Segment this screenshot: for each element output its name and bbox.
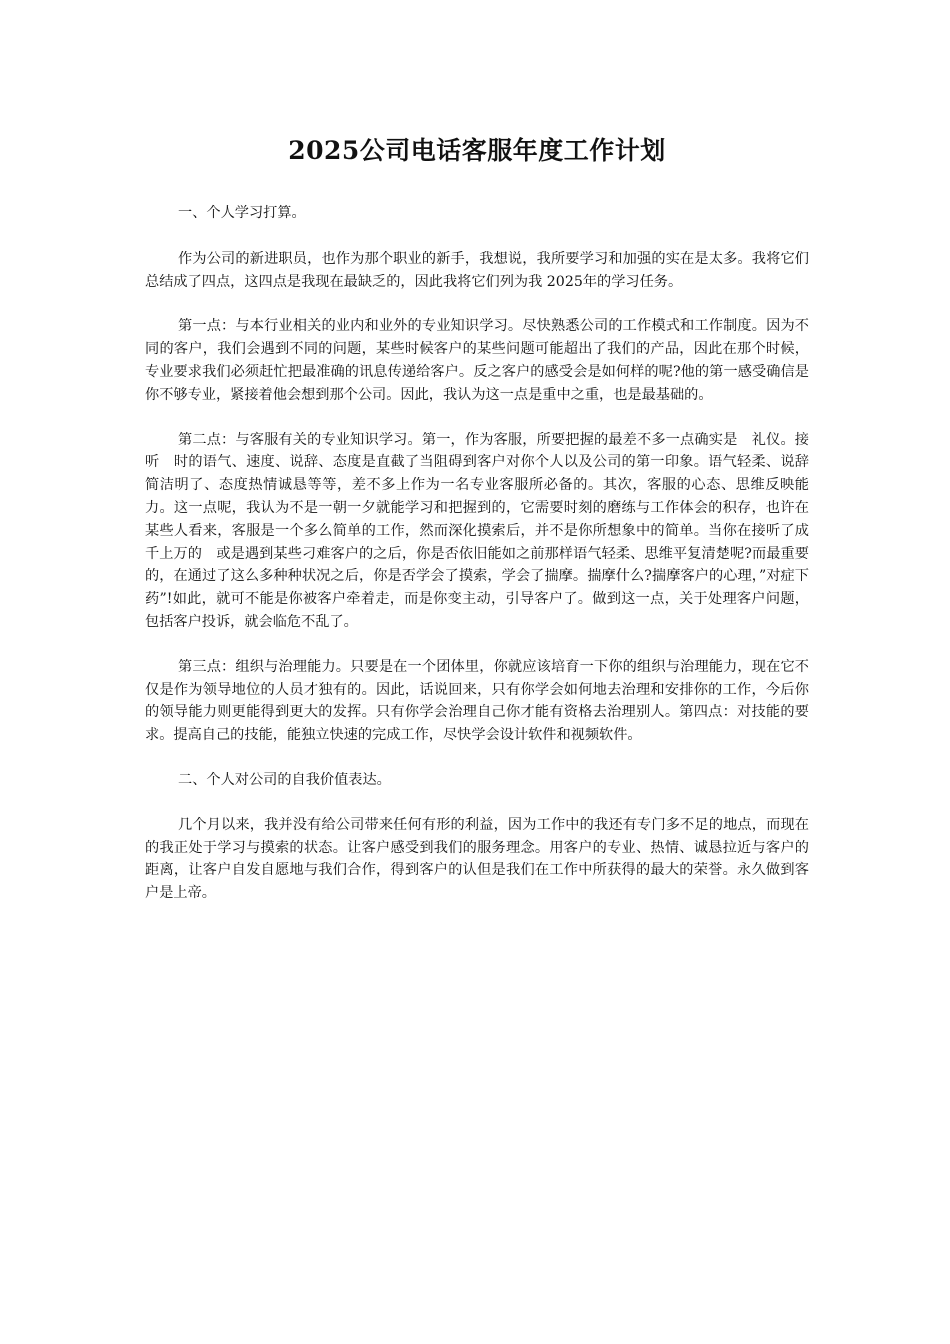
- document-page: [145, 0, 809, 905]
- section-heading-2: 二、个人对公司的自我价值表达。: [178, 771, 391, 788]
- paragraph-self-value: 几个月以来，我并没有给公司带来任何有形的利益，因为工作中的我还有专门多不足的地点，而现在的我正处于学习与摸索的状态。让客户感受到我们的服务理念。用客户的专业、热情、诚恳拉近与客户的距离，让客户自发自愿地与我们合作，得到客户的认但是我们在工作中所获得的最大的荣誉。永久做到客户是上帝。: [145, 816, 809, 902]
- paragraph-point-two: 第二点：与客服有关的专业知识学习。第一，作为客服，所要把握的最差不多一点确实是 礼仪。接听 时的语气、速度、说辞、态度是直截了当阻碍到客户对你个人以及公司的第一印象。语气轻柔、说辞简洁明了、态度热情诚恳等等，差不多上作为一名专业客服所必备的。其次，客服的心态、思维反映能力。这一点呢，我认为不是一朝一夕就能学习和把握到的，它需要时刻的磨练与工作体会的积存，也许在某些人看来，客服是一个多么简单的工作，然而深化摸索后，并不是你所想象中的简单。当你在接听了成千上万的 或是遇到某些刁难客户的之后，你是否依旧能如之前那样语气轻柔、思维平复清楚呢?而最重要的，在通过了这么多种种状况之后，你是否学会了摸索，学会了揣摩。揣摩什么?揣摩客户的心理，”对症下药”!如此，就可不能是你被客户牵着走，而是你变主动，引导客户了。做到这一点，关于处理客户问题，包括客户投诉，就会临危不乱了。: [145, 431, 809, 630]
- paragraph-point-three: 第三点：组织与治理能力。只要是在一个团体里，你就应该培育一下你的组织与治理能力，现在它不仅是作为领导地位的人员才独有的。因此，话说回来，只有你学会如何地去治理和安排你的工作，今后你的领导能力则更能得到更大的发挥。只有你学会治理自己你才能有资格去治理别人。第四点：对技能的要求。提高自己的技能，能独立快速的完成工作，尽快学会设计软件和视频软件。: [145, 658, 809, 744]
- paragraph-point-one: 第一点：与本行业相关的业内和业外的专业知识学习。尽快熟悉公司的工作模式和工作制度。因为不同的客户，我们会遇到不同的问题，某些时候客户的某些问题可能超出了我们的产品，因此在那个时候，专业要求我们必须赶忙把最准确的讯息传递给客户。反之客户的感受会是如何样的呢?他的第一感受确信是你不够专业，紧接着他会想到那个公司。因此，我认为这一点是重中之重，也是最基础的。: [145, 318, 809, 403]
- section-heading-1: 一、个人学习打算。: [178, 205, 306, 221]
- paragraph-intro: 作为公司的新进职员，也作为那个职业的新手，我想说，我所要学习和加强的实在是太多。我将它们总结成了四点，这四点是我现在最缺乏的，因此我将它们列为我 2025年的学习任务。: [145, 250, 809, 290]
- document-title: 2025公司电话客服年度工作计划: [288, 136, 666, 165]
